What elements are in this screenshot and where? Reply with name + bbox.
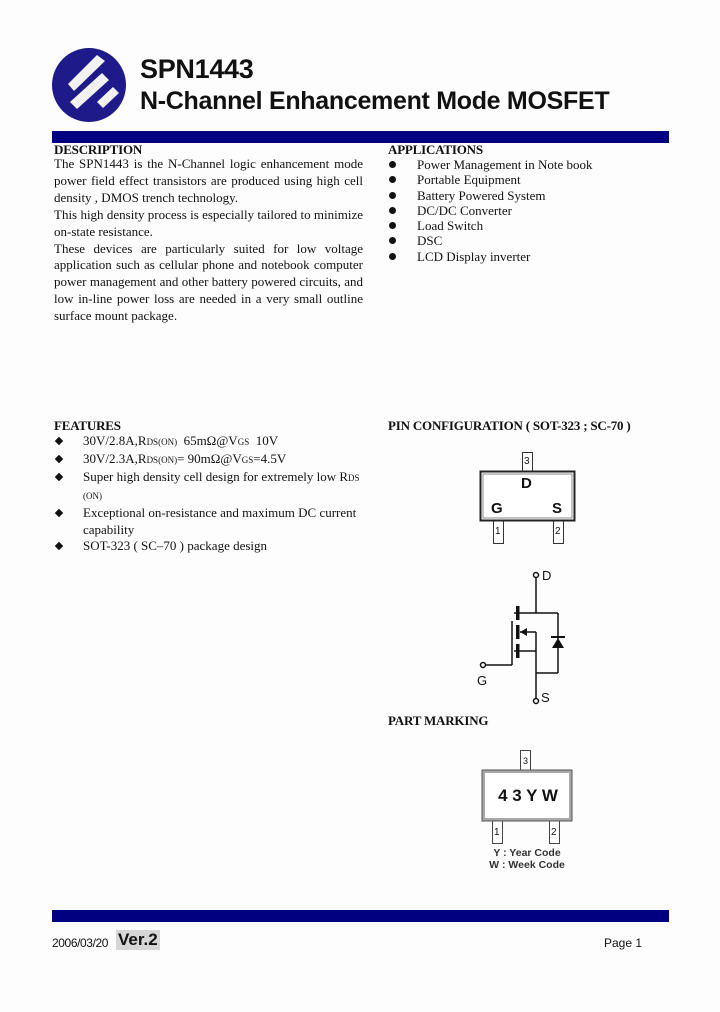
marking-code: 4 3 Y W [498, 786, 558, 805]
pin-3-number: 3 [524, 456, 530, 467]
list-item [388, 249, 592, 264]
list-item [388, 172, 592, 187]
schematic-gate-label: G [477, 673, 488, 688]
feature-subscript: DS(ON) [146, 454, 178, 465]
applications-list [388, 157, 592, 264]
application-label: Power Management in Note book [417, 157, 593, 172]
list-item [54, 433, 364, 451]
document-title: SPN1443 [140, 54, 254, 84]
description-paragraph: The SPN1443 is the N-Channel logic enhancement mode power field effect transistors are produced using high cell density , DMOS trench technology. [54, 156, 363, 205]
gate-label: G [491, 500, 503, 517]
pin-2-number: 2 [555, 526, 561, 537]
feature-text: =4.5V [253, 450, 287, 466]
list-item [54, 469, 364, 505]
features-heading: FEATURES [54, 418, 121, 433]
feature-subscript: GS [237, 437, 250, 447]
diamond-bullet-icon [55, 473, 63, 481]
source-label: S [552, 500, 563, 517]
list-item [54, 538, 364, 555]
list-item [388, 157, 592, 172]
bullet-icon [389, 222, 396, 229]
footer-divider-bar [52, 910, 669, 922]
list-item [388, 203, 592, 218]
marking-pin-2-number: 2 [551, 827, 557, 838]
bullet-icon [389, 176, 396, 183]
application-label: Portable Equipment [417, 172, 521, 188]
description-paragraph: These devices are particularly suited for low voltage application such as cellular phone and notebook computer power management and other battery powered circuits, and low in-line power loss are needed in a very small outline surface mount package. [54, 240, 363, 324]
bullet-icon [389, 161, 396, 168]
diamond-bullet-icon [55, 437, 63, 445]
schematic-source-label: S [541, 690, 550, 705]
list-item [388, 218, 592, 233]
features-list [54, 433, 364, 555]
feature-text: 30V/2.3A,R [83, 450, 147, 466]
feature-text: Exceptional on-resistance and maximum DC current capability [83, 504, 357, 537]
feature-subscript: DS (ON) [83, 472, 360, 501]
version-badge: Ver.2 [118, 930, 158, 949]
diamond-bullet-icon [55, 508, 63, 516]
bullet-icon [389, 207, 396, 214]
marking-pin-1-number: 1 [494, 827, 500, 838]
company-logo-icon [50, 46, 128, 124]
applications-heading: APPLICATIONS [388, 142, 483, 157]
application-label: LCD Display inverter [417, 248, 531, 264]
bullet-icon [389, 192, 396, 199]
week-code-legend: W : Week Code [489, 859, 565, 871]
list-item [388, 233, 592, 248]
footer-date: 2006/03/20 [52, 936, 109, 950]
description-section [54, 156, 363, 325]
bullet-icon [389, 253, 396, 260]
diamond-bullet-icon [55, 542, 63, 550]
pin-configuration-heading: PIN CONFIGURATION ( SOT-323 ; SC-70 ) [388, 418, 631, 433]
feature-subscript: DS(ON) [146, 437, 178, 447]
feature-text: 10V [249, 433, 279, 448]
list-item [54, 451, 364, 469]
header-divider-bar [52, 131, 669, 143]
description-heading: DESCRIPTION [54, 142, 143, 157]
application-label: Load Switch [417, 218, 484, 234]
part-marking-diagram [478, 748, 578, 846]
pin-1-number: 1 [495, 526, 501, 537]
application-label: DSC [417, 233, 443, 249]
feature-text: 30V/2.8A,R [83, 433, 147, 448]
document-subtitle: N-Channel Enhancement Mode MOSFET [140, 87, 610, 115]
drain-label: D [521, 475, 532, 492]
mosfet-schematic-icon [470, 568, 580, 708]
part-marking-heading: PART MARKING [388, 713, 489, 728]
application-label: DC/DC Converter [417, 202, 512, 218]
feature-subscript: GS [241, 454, 254, 465]
feature-text: SOT-323 ( SC–70 ) package design [83, 538, 268, 554]
list-item [388, 188, 592, 203]
schematic-drain-label: D [542, 568, 552, 583]
bullet-icon [389, 237, 396, 244]
pin-configuration-diagram [478, 450, 578, 546]
diamond-bullet-icon [55, 455, 63, 463]
year-code-legend: Y : Year Code [493, 847, 561, 859]
list-item [54, 505, 364, 539]
feature-text: 65mΩ@V [177, 433, 238, 448]
feature-text: = 90mΩ@V [177, 450, 242, 466]
application-label: Battery Powered System [417, 187, 546, 203]
feature-text: Super high density cell design for extremely low R [83, 468, 349, 484]
description-paragraph: This high density process is especially tailored to minimize on-state resistance. [54, 206, 363, 239]
marking-pin-3-number: 3 [523, 756, 529, 766]
page-number: Page 1 [604, 936, 643, 950]
